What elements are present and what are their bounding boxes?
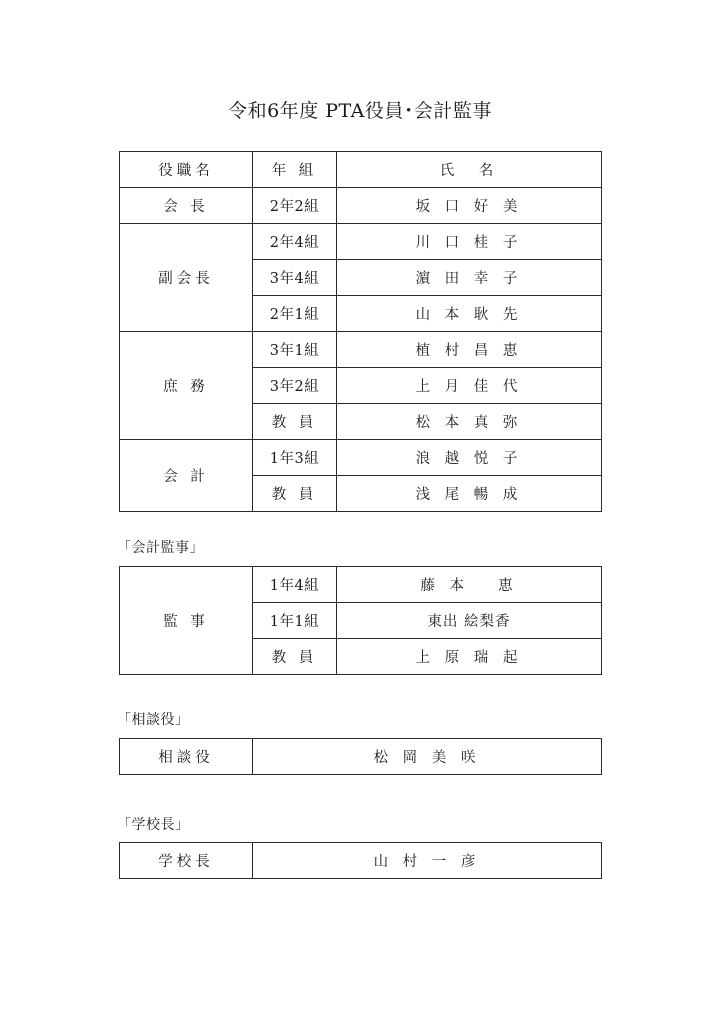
name-cell: 山 村 一 彦 <box>253 843 602 879</box>
officers-table <box>119 151 602 512</box>
name-cell: 浪 越 悦 子 <box>337 440 602 476</box>
header-class: 年 組 <box>253 152 337 188</box>
name-cell: 山 本 耿 先 <box>337 296 602 332</box>
table-row <box>120 843 602 879</box>
class-cell: 教 員 <box>253 476 337 512</box>
class-cell: 2年1組 <box>253 296 337 332</box>
class-cell: 3年4組 <box>253 260 337 296</box>
advisor-section-label: 「相談役」 <box>117 712 190 728</box>
class-cell: 教 員 <box>253 639 337 675</box>
name-cell: 浅 尾 暢 成 <box>337 476 602 512</box>
role-cell: 会 長 <box>120 188 253 224</box>
table-row <box>120 440 602 476</box>
class-cell: 1年4組 <box>253 567 337 603</box>
role-cell: 監 事 <box>120 567 253 675</box>
name-cell: 濵 田 幸 子 <box>337 260 602 296</box>
name-cell: 川 口 桂 子 <box>337 224 602 260</box>
role-cell: 副会長 <box>120 224 253 332</box>
table-row <box>120 739 602 775</box>
table-row <box>120 332 602 368</box>
advisor-table <box>119 738 602 775</box>
table-row <box>120 224 602 260</box>
class-cell: 2年2組 <box>253 188 337 224</box>
name-cell: 東出 絵梨香 <box>337 603 602 639</box>
class-cell: 2年4組 <box>253 224 337 260</box>
class-cell: 1年1組 <box>253 603 337 639</box>
header-role: 役職名 <box>120 152 253 188</box>
page-title: 令和6年度 PTA役員･会計監事 <box>228 100 492 122</box>
role-cell: 会 計 <box>120 440 253 512</box>
name-cell: 藤 本 恵 <box>337 567 602 603</box>
principal-table <box>119 842 602 879</box>
name-cell: 上 原 瑞 起 <box>337 639 602 675</box>
table-row <box>120 567 602 603</box>
name-cell: 上 月 佳 代 <box>337 368 602 404</box>
name-cell: 植 村 昌 恵 <box>337 332 602 368</box>
role-cell: 庶 務 <box>120 332 253 440</box>
table-row <box>120 188 602 224</box>
class-cell: 1年3組 <box>253 440 337 476</box>
name-cell: 松 本 真 弥 <box>337 404 602 440</box>
audit-table <box>119 566 602 675</box>
audit-section-label: 「会計監事」 <box>117 540 204 556</box>
principal-section-label: 「学校長」 <box>117 817 190 833</box>
role-cell: 相談役 <box>120 739 253 775</box>
header-name: 氏 名 <box>337 152 602 188</box>
name-cell: 坂 口 好 美 <box>337 188 602 224</box>
class-cell: 3年2組 <box>253 368 337 404</box>
table-header-row <box>120 152 602 188</box>
class-cell: 3年1組 <box>253 332 337 368</box>
class-cell: 教 員 <box>253 404 337 440</box>
role-cell: 学校長 <box>120 843 253 879</box>
name-cell: 松 岡 美 咲 <box>253 739 602 775</box>
